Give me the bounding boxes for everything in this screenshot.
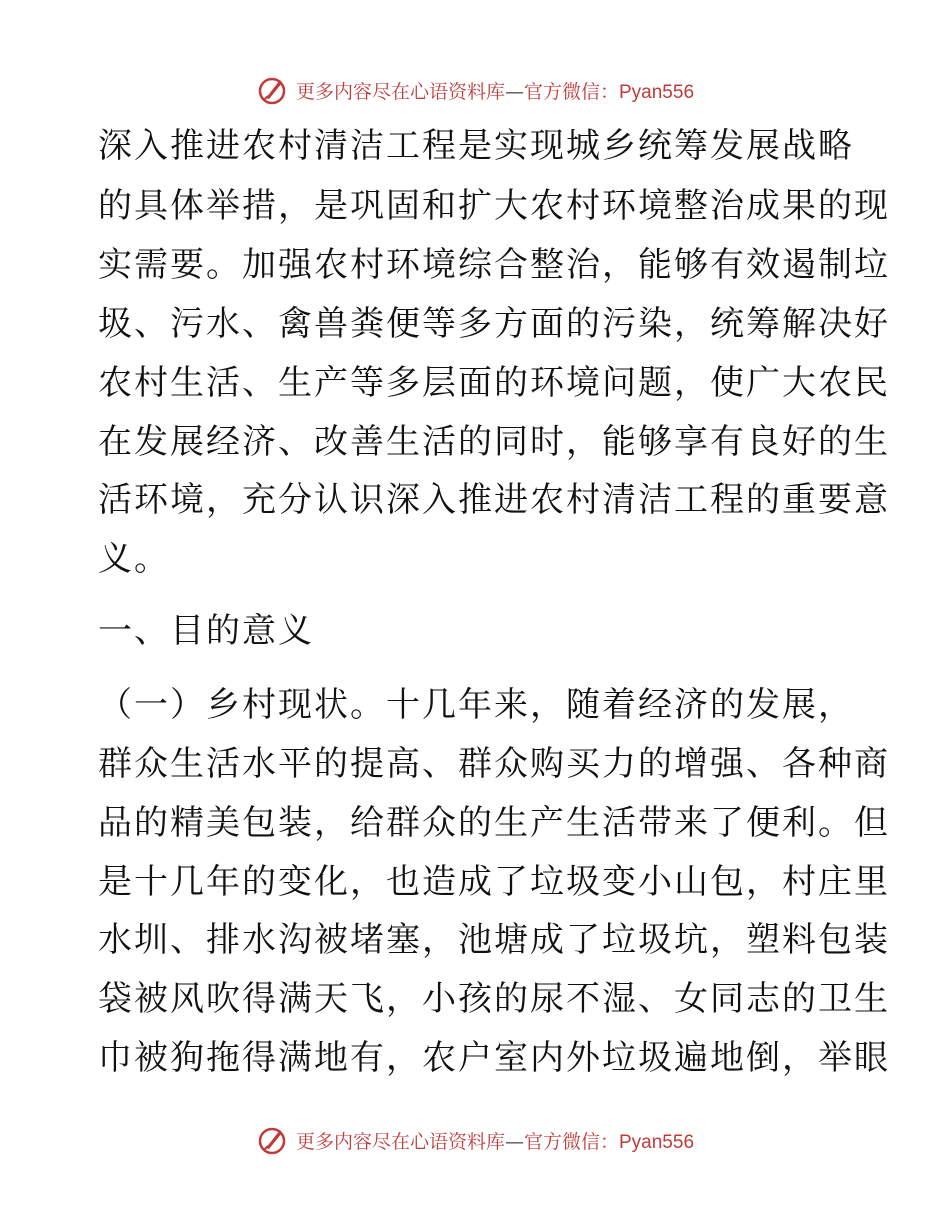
text-line: 活环境，充分认识深入推进农村清洁工程的重要意 <box>98 480 890 520</box>
text-line: 的具体举措，是巩固和扩大农村环境整治成果的现 <box>98 186 890 226</box>
watermark-wechat-label: 官方微信： <box>523 80 619 103</box>
text-line: （一）乡村现状。十几年来，随着经济的发展， <box>98 685 854 725</box>
watermark-wechat-label: 官方微信： <box>523 1130 619 1153</box>
watermark-wechat-id: Pyan556 <box>619 81 695 103</box>
text-line: 圾、污水、禽兽粪便等多方面的污染，统筹解决好 <box>98 304 890 344</box>
text-line: 巾被狗拖得满地有，农户室内外垃圾遍地倒，举眼 <box>98 1038 890 1078</box>
header-watermark <box>0 70 950 110</box>
text-line: 农村生活、生产等多层面的环境问题，使广大农民 <box>98 363 890 403</box>
watermark-source-text: 更多内容尽在心语资料库 <box>295 80 505 103</box>
watermark-wechat-id: Pyan556 <box>619 1131 695 1153</box>
text-line: 在发展经济、改善生活的同时，能够享有良好的生 <box>98 422 890 462</box>
text-line: 义。 <box>98 539 170 579</box>
text-line: 群众生活水平的提高、群众购买力的增强、各种商 <box>98 744 890 784</box>
watermark-source-text: 更多内容尽在心语资料库 <box>295 1130 505 1153</box>
quill-logo-icon <box>256 1124 288 1156</box>
section-heading: 一、目的意义 <box>98 611 314 651</box>
text-line: 实需要。加强农村环境综合整治，能够有效遏制垃 <box>98 245 890 285</box>
text-line: 袋被风吹得满天飞，小孩的尿不湿、女同志的卫生 <box>98 979 890 1019</box>
text-line: 水圳、排水沟被堵塞，池塘成了垃圾坑，塑料包装 <box>98 920 890 960</box>
watermark-separator: — <box>504 80 524 103</box>
text-line: 品的精美包装，给群众的生产生活带来了便利。但 <box>98 803 890 843</box>
footer-watermark <box>0 1120 950 1160</box>
text-line: 深入推进农村清洁工程是实现城乡统筹发展战略 <box>98 126 854 166</box>
watermark-separator: — <box>504 1130 524 1153</box>
text-line: 是十几年的变化，也造成了垃圾变小山包，村庄里 <box>98 862 890 902</box>
quill-logo-icon <box>256 74 288 106</box>
